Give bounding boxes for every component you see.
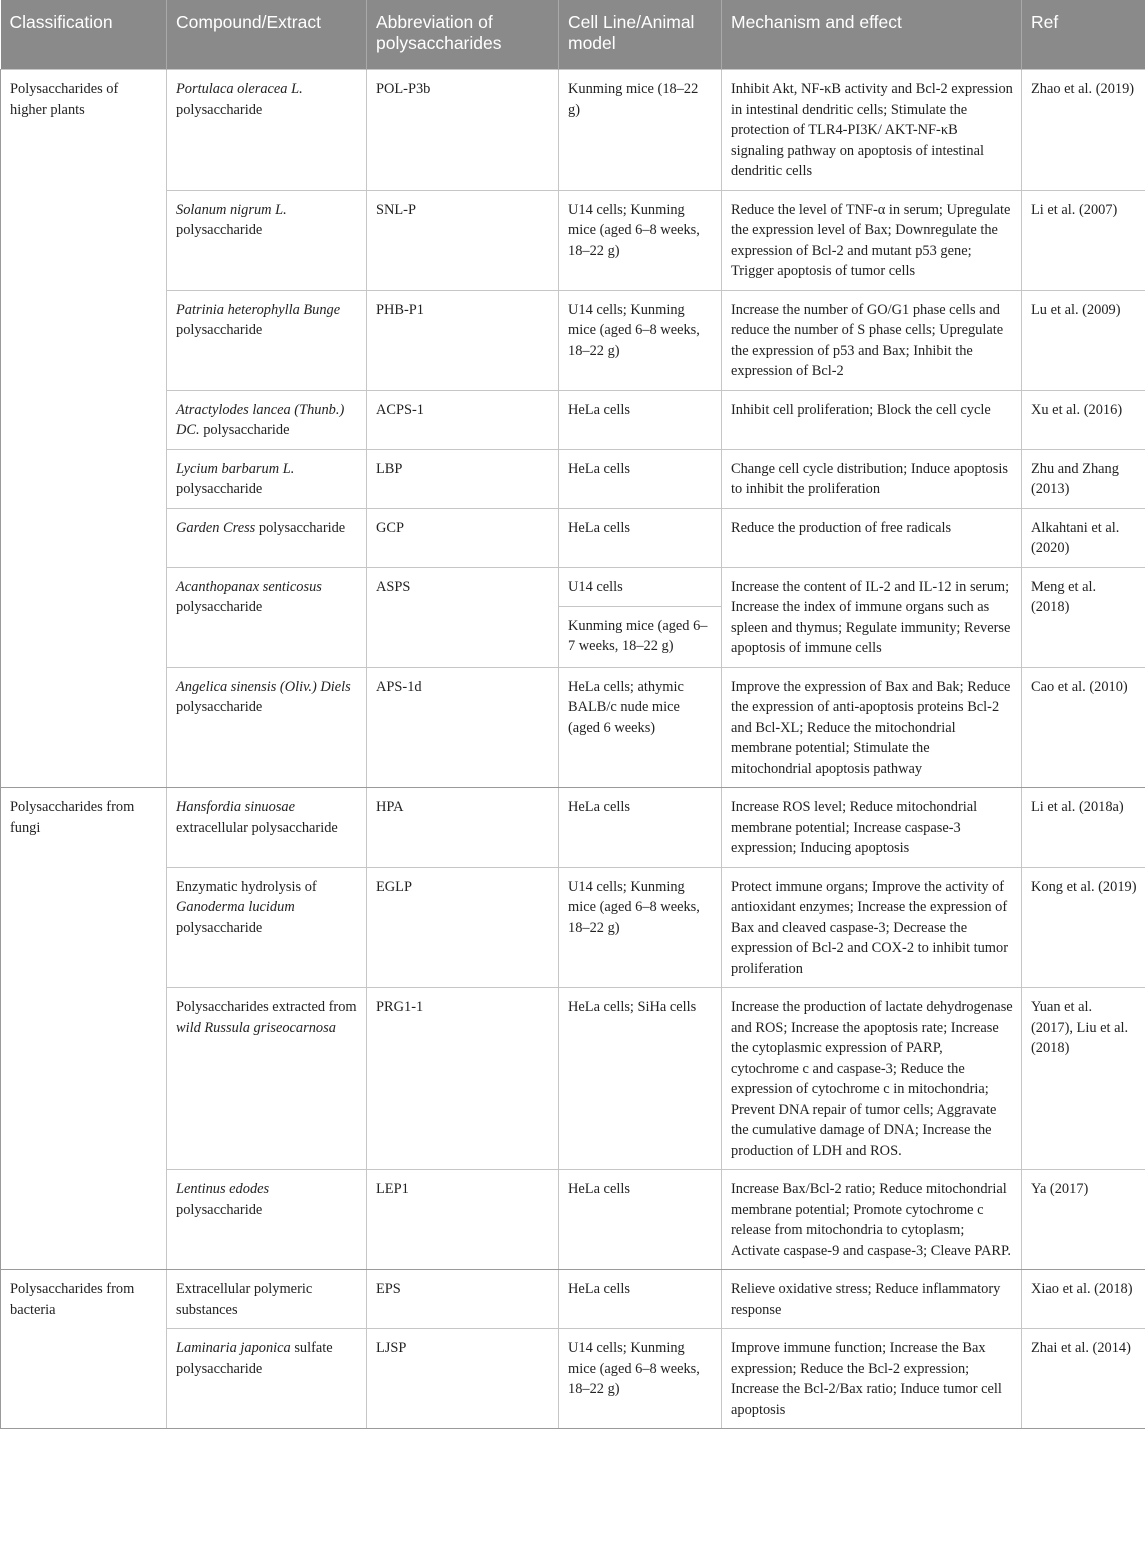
cell-line-cell: U14 cells <box>559 567 722 606</box>
cell-line-cell: HeLa cells; SiHa cells <box>559 988 722 1170</box>
abbreviation-cell: EPS <box>367 1270 559 1329</box>
mechanism-cell: Increase the number of GO/G1 phase cells and reduce the number of S phase cells; Upregulate the expression of p53 and Bax; Inhibit the expression of Bcl-2 <box>722 290 1022 390</box>
compound-italic: Patrinia heterophylla Bunge <box>176 301 341 318</box>
mechanism-cell: Protect immune organs; Improve the activity of antioxidant enzymes; Increase the expression of Bax and cleaved caspase-3; Decrease the expression of Bcl-2 and COX-2 to inhibit tumor proliferation <box>722 867 1022 988</box>
compound-cell <box>167 449 367 508</box>
cell-line-cell: U14 cells; Kunming mice (aged 6–8 weeks, 18–22 g) <box>559 867 722 988</box>
mechanism-cell: Reduce the production of free radicals <box>722 508 1022 567</box>
table-row <box>1 988 1145 1170</box>
compound-cell <box>167 988 367 1170</box>
ref-cell: Xu et al. (2016) <box>1022 390 1145 449</box>
cell-line-cell: U14 cells; Kunming mice (aged 6–8 weeks, 18–22 g) <box>559 190 722 290</box>
abbreviation-cell: PHB-P1 <box>367 290 559 390</box>
compound-cell <box>167 190 367 290</box>
compound-italic: Atractylodes lancea (Thunb.) DC. <box>176 401 345 438</box>
compound-prefix: Enzymatic hydrolysis of <box>176 878 317 895</box>
table-row <box>1 508 1145 567</box>
cell-line-cell: HeLa cells <box>559 390 722 449</box>
abbreviation-cell: SNL-P <box>367 190 559 290</box>
compound-italic: Solanum nigrum L. <box>176 201 287 218</box>
cell-line-cell: HeLa cells <box>559 1170 722 1270</box>
compound-italic: Acanthopanax senticosus <box>176 578 322 595</box>
cell-line-cell: U14 cells; Kunming mice (aged 6–8 weeks, 18–22 g) <box>559 1329 722 1429</box>
compound-italic: Garden Cress <box>176 519 256 536</box>
table-row <box>1 1270 1145 1329</box>
header-mechanism: Mechanism and effect <box>722 0 1022 70</box>
table-row <box>1 788 1145 868</box>
table-row <box>1 449 1145 508</box>
table-row <box>1 70 1145 191</box>
compound-rest: polysaccharide <box>255 519 346 536</box>
ref-cell: Xiao et al. (2018) <box>1022 1270 1145 1329</box>
group-label-bacteria: Polysaccharides from bacteria <box>1 1270 167 1429</box>
header-abbreviation: Abbreviation of polysaccharides <box>367 0 559 70</box>
compound-italic: wild Russula griseocarnosa <box>176 1019 336 1036</box>
cell-line-cell: U14 cells; Kunming mice (aged 6–8 weeks, 18–22 g) <box>559 290 722 390</box>
compound-cell <box>167 867 367 988</box>
abbreviation-cell: ACPS-1 <box>367 390 559 449</box>
compound-rest: polysaccharide <box>199 422 290 438</box>
abbreviation-cell: ASPS <box>367 567 559 667</box>
mechanism-cell: Inhibit Akt, NF-κB activity and Bcl-2 expression in intestinal dendritic cells; Stimulate the protection of TLR4-PI3K/ AKT-NF-κB signaling pathway on apoptosis of intestinal dendritic cells <box>722 70 1022 191</box>
abbreviation-cell: HPA <box>367 788 559 868</box>
compound-rest: polysaccharide <box>176 481 263 497</box>
ref-cell: Lu et al. (2009) <box>1022 290 1145 390</box>
compound-rest: polysaccharide <box>176 222 263 238</box>
mechanism-cell: Improve the expression of Bax and Bak; Reduce the expression of anti-apoptosis proteins Bcl-2 and Bcl-XL; Reduce the mitochondrial membrane potential; Stimulate the mitochondrial apoptosis pathway <box>722 667 1022 788</box>
compound-rest: extracellular polysaccharide <box>176 819 338 836</box>
compound-italic: Laminaria japonica <box>176 1340 291 1356</box>
ref-cell: Alkahtani et al. (2020) <box>1022 508 1145 567</box>
abbreviation-cell: LEP1 <box>367 1170 559 1270</box>
header-cell-line: Cell Line/Animal model <box>559 0 722 70</box>
abbreviation-cell: GCP <box>367 508 559 567</box>
table-row <box>1 867 1145 988</box>
mechanism-cell: Increase the content of IL-2 and IL-12 in serum; Increase the index of immune organs such as spleen and thymus; Regulate immunity; Reverse apoptosis of immune cells <box>722 567 1022 667</box>
table-row <box>1 190 1145 290</box>
cell-line-cell: HeLa cells <box>559 508 722 567</box>
compound-rest: sulfate polysaccharide <box>176 1340 333 1377</box>
compound-rest: polysaccharide <box>176 1201 263 1218</box>
compound-cell <box>167 567 367 667</box>
mechanism-cell: Increase ROS level; Reduce mitochondrial membrane potential; Increase caspase-3 expression; Inducing apoptosis <box>722 788 1022 868</box>
compound-cell: Extracellular polymeric substances <box>167 1270 367 1329</box>
cell-line-cell: Kunming mice (aged 6–7 weeks, 18–22 g) <box>559 606 722 667</box>
abbreviation-cell: PRG1-1 <box>367 988 559 1170</box>
compound-italic: Lycium barbarum L. <box>176 460 295 477</box>
table-row <box>1 390 1145 449</box>
ref-cell: Zhu and Zhang (2013) <box>1022 449 1145 508</box>
compound-cell <box>167 788 367 868</box>
compound-cell <box>167 290 367 390</box>
compound-italic: Hansfordia sinuosae <box>176 799 295 815</box>
compound-italic: Ganoderma lucidum <box>176 899 295 915</box>
compound-prefix: Polysaccharides extracted from <box>176 999 357 1015</box>
ref-cell: Yuan et al. (2017), Liu et al. (2018) <box>1022 988 1145 1170</box>
table-row <box>1 1329 1145 1429</box>
mechanism-cell: Increase the production of lactate dehydrogenase and ROS; Increase the apoptosis rate; Increase the cytoplasmic expression of PARP, cytochrome c and caspase-3; Reduce the expression of cytochrome c in mitochondria; Prevent DNA repair of tumor cells; Aggravate the cumulative damage of DNA; Increase the production of LDH and ROS. <box>722 988 1022 1170</box>
mechanism-cell: Change cell cycle distribution; Induce apoptosis to inhibit the proliferation <box>722 449 1022 508</box>
mechanism-cell: Improve immune function; Increase the Bax expression; Reduce the Bcl-2 expression; Increase the Bcl-2/Bax ratio; Induce tumor cell apoptosis <box>722 1329 1022 1429</box>
mechanism-cell: Reduce the level of TNF-α in serum; Upregulate the expression level of Bax; Downregulate the expression of Bcl-2 and mutant p53 gene; Trigger apoptosis of tumor cells <box>722 190 1022 290</box>
ref-cell: Ya (2017) <box>1022 1170 1145 1270</box>
group-label-fungi: Polysaccharides from fungi <box>1 788 167 1270</box>
cell-line-cell: HeLa cells <box>559 1270 722 1329</box>
ref-cell: Zhao et al. (2019) <box>1022 70 1145 191</box>
header-ref: Ref <box>1022 0 1145 70</box>
cell-line-cell: HeLa cells <box>559 449 722 508</box>
table-row <box>1 1170 1145 1270</box>
compound-cell <box>167 70 367 191</box>
ref-cell: Kong et al. (2019) <box>1022 867 1145 988</box>
abbreviation-cell: POL-P3b <box>367 70 559 191</box>
cell-line-cell: Kunming mice (18–22 g) <box>559 70 722 191</box>
ref-cell: Meng et al. (2018) <box>1022 567 1145 667</box>
compound-rest: polysaccharide <box>176 919 263 936</box>
table-row <box>1 290 1145 390</box>
cell-line-cell: HeLa cells; athymic BALB/c nude mice (aged 6 weeks) <box>559 667 722 788</box>
compound-cell <box>167 667 367 788</box>
table-row <box>1 667 1145 788</box>
compound-cell <box>167 1170 367 1270</box>
abbreviation-cell: LBP <box>367 449 559 508</box>
ref-cell: Li et al. (2007) <box>1022 190 1145 290</box>
group-label-plants: Polysaccharides of higher plants <box>1 70 167 788</box>
abbreviation-cell: EGLP <box>367 867 559 988</box>
compound-cell <box>167 508 367 567</box>
ref-cell: Li et al. (2018a) <box>1022 788 1145 868</box>
mechanism-cell: Inhibit cell proliferation; Block the cell cycle <box>722 390 1022 449</box>
compound-cell <box>167 390 367 449</box>
table-row <box>1 567 1145 606</box>
abbreviation-cell: LJSP <box>367 1329 559 1429</box>
ref-cell: Zhai et al. (2014) <box>1022 1329 1145 1429</box>
compound-italic: Angelica sinensis (Oliv.) Diels <box>176 678 351 695</box>
mechanism-cell: Relieve oxidative stress; Reduce inflammatory response <box>722 1270 1022 1329</box>
abbreviation-cell: APS-1d <box>367 667 559 788</box>
compound-rest: polysaccharide <box>176 101 263 118</box>
compound-rest: polysaccharide <box>176 699 263 715</box>
ref-cell: Cao et al. (2010) <box>1022 667 1145 788</box>
mechanism-cell: Increase Bax/Bcl-2 ratio; Reduce mitochondrial membrane potential; Promote cytochrome c release from mitochondria to cytoplasm; Activate caspase-9 and caspase-3; Cleave PARP. <box>722 1170 1022 1270</box>
header-compound: Compound/Extract <box>167 0 367 70</box>
compound-italic: Portulaca oleracea L. <box>176 81 303 97</box>
header-classification: Classification <box>1 0 167 70</box>
cell-line-cell: HeLa cells <box>559 788 722 868</box>
compound-rest: polysaccharide <box>176 322 263 338</box>
compound-rest: polysaccharide <box>176 599 263 615</box>
compound-italic: Lentinus edodes <box>176 1181 270 1197</box>
header-row <box>1 0 1145 70</box>
compound-cell <box>167 1329 367 1429</box>
